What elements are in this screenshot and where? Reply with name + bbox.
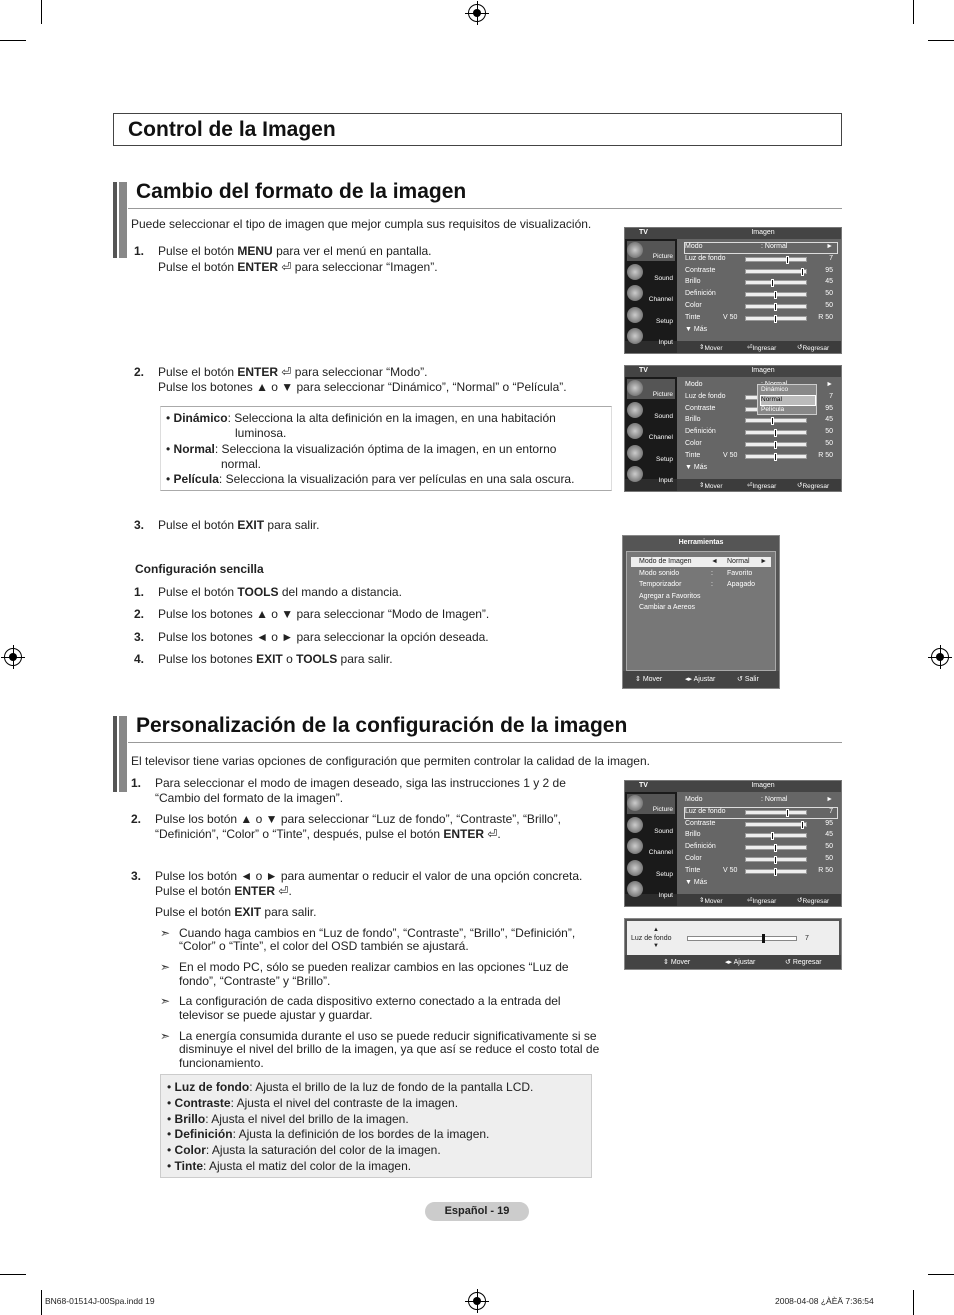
input-icon <box>627 881 643 897</box>
osd-row[interactable]: ▼ Más <box>685 878 708 886</box>
osd-tools-menu <box>622 535 780 689</box>
osd-row[interactable]: Modo : Normal ► <box>685 243 837 253</box>
registration-mark-icon <box>468 1292 486 1310</box>
input-icon <box>627 466 643 482</box>
step-text: Pulse el botón TOOLS del mando a distancia. <box>158 585 402 599</box>
osd-side-sound[interactable]: Sound <box>627 401 675 421</box>
note-text: disminuye el nivel del brillo de la imagen, ya que así se reduce el costo total de <box>179 1042 600 1056</box>
osd-side-input[interactable]: Input <box>627 465 675 485</box>
note-text: En el modo PC, sólo se pueden realizar cambios en las opciones “Luz de <box>179 960 569 974</box>
step-number: 2. <box>134 365 145 379</box>
dropdown-option[interactable]: Película <box>761 406 785 413</box>
step-number: 3. <box>134 630 145 644</box>
note-arrow-icon: ➣ <box>160 926 171 940</box>
setup-icon <box>627 307 643 323</box>
up-icon: ▲ <box>653 927 659 933</box>
osd-footer-back: ↺ Regresar <box>797 897 830 905</box>
note-text: Cuando haga cambios en “Luz de fondo”, “Contraste”, “Brillo”, “Definición”, <box>179 926 576 940</box>
setup-icon <box>627 445 643 461</box>
osd-side-channel[interactable]: Channel <box>627 284 675 304</box>
section-title: Cambio del formato de la imagen <box>136 180 467 203</box>
enter-icon: ⏎ <box>278 365 292 379</box>
dropdown-option[interactable]: Normal <box>761 396 815 405</box>
definition-item: • Luz de fondo: Ajusta el brillo de la luz de fondo de la pantalla LCD. <box>167 1080 534 1094</box>
osd-row[interactable]: ▼ Más <box>685 463 708 471</box>
osd-picture-menu <box>624 227 842 354</box>
osd-row[interactable]: Modo : Normal ► <box>685 796 833 803</box>
chapter-title-box <box>113 113 842 146</box>
note-arrow-icon: ➣ <box>160 1029 171 1043</box>
tools-row[interactable]: Cambiar a Aereos <box>639 604 696 611</box>
sound-icon <box>627 402 643 418</box>
osd-slider-bar <box>745 833 807 838</box>
sound-icon <box>627 264 643 280</box>
channel-icon <box>627 423 643 439</box>
slider-track[interactable] <box>687 936 797 941</box>
step-text: Pulse el botón EXIT para salir. <box>155 905 317 919</box>
section-header <box>113 716 842 744</box>
slider-footer-move: ⇕ Mover <box>663 959 691 966</box>
step-text: Pulse el botón MENU para ver el menú en pantalla. <box>158 244 432 258</box>
note-text: fondo”, “Contraste” y “Brillo”. <box>179 974 331 988</box>
osd-side-input[interactable]: Input <box>627 880 675 900</box>
osd-row[interactable]: Brillo 45 <box>685 416 833 424</box>
subsection-title: Configuración sencilla <box>135 562 264 576</box>
enter-icon: ⏎ <box>278 260 292 274</box>
osd-header: Imagen <box>751 229 775 236</box>
osd-mode-dropdown[interactable] <box>757 384 817 415</box>
osd-row[interactable]: Luz de fondo 7 <box>685 392 833 400</box>
note-item: • Película: Selecciona la visualización para ver películas en una sala oscura. <box>166 472 575 486</box>
osd-row[interactable]: Color 50 <box>685 440 833 447</box>
section-header <box>113 182 842 210</box>
slider-label: Luz de fondo <box>631 935 672 942</box>
step-text: “Definición”, “Color” o “Tinte”, después, pulse el botón ENTER ⏎. <box>155 827 501 841</box>
osd-footer-enter: ⏎ Ingresar <box>747 344 777 352</box>
osd-slider-bar <box>745 269 807 274</box>
step-number: 2. <box>134 607 145 621</box>
step-text: Pulse los botones EXIT o TOOLS para salir. <box>158 652 393 666</box>
registration-mark-icon <box>468 4 486 22</box>
osd-side-sound[interactable]: Sound <box>627 816 675 836</box>
osd-footer-move: ⇕ Mover <box>699 482 723 490</box>
tools-row[interactable]: Modo sonido : Favorito <box>639 569 753 577</box>
step-number: 1. <box>131 776 142 790</box>
section-intro: El televisor tiene varias opciones de configuración que permiten controlar la calidad de la imagen. <box>131 754 650 768</box>
step-text: Pulse el botón EXIT para salir. <box>158 518 320 532</box>
osd-row[interactable]: Definición 50 <box>685 428 833 436</box>
sound-icon <box>627 817 643 833</box>
osd-row[interactable]: Modo ► <box>685 381 833 388</box>
osd-footer-back: ↺ Regresar <box>797 344 830 352</box>
step-number: 3. <box>134 518 145 532</box>
note-text: televisor se puede ajustar y guardar. <box>179 1008 373 1022</box>
step-text: Pulse los botón ◄ o ► para aumentar o reducir el valor de una opción concreta. <box>155 869 583 883</box>
step-number: 1. <box>134 244 145 258</box>
step-text: Pulse los botón ▲ o ▼ para seleccionar “Luz de fondo”, “Contraste”, “Brillo”, <box>155 812 561 826</box>
osd-row[interactable]: Luz de fondo 7 <box>685 808 837 818</box>
osd-footer-move: ⇕ Mover <box>699 897 723 905</box>
print-footer-right: 2008-04-08 ¿ÀÈÄ 7:36:54 <box>775 1296 874 1306</box>
osd-slider-bar <box>745 857 807 862</box>
osd-row[interactable]: Tinte V 50 R 50 <box>685 866 833 874</box>
step-number: 4. <box>134 652 145 666</box>
step-text: Pulse el botón ENTER ⏎ para seleccionar “Modo”. <box>158 365 428 379</box>
osd-row[interactable]: Brillo 45 <box>685 831 833 839</box>
page-number: Español - 19 <box>425 1202 529 1221</box>
step-text: Para seleccionar el modo de imagen deseado, siga las instrucciones 1 y 2 de <box>155 776 566 790</box>
osd-row[interactable]: Contraste 95 <box>685 404 833 412</box>
picture-icon <box>627 795 643 811</box>
definition-item: • Definición: Ajusta la definición de los bordes de la imagen. <box>167 1127 490 1141</box>
slider-footer-adjust: ◂▸ Ajustar <box>725 959 756 966</box>
enter-icon: ⏎ <box>275 884 289 898</box>
osd-row[interactable]: Luz de fondo 7 <box>685 254 833 262</box>
note-text: La configuración de cada dispositivo externo conectado a la entrada del <box>179 994 561 1008</box>
step-text: Pulse los botones ▲ o ▼ para seleccionar “Modo de Imagen”. <box>158 607 490 621</box>
slider-knob[interactable] <box>762 934 765 943</box>
section-title: Personalización de la configuración de la imagen <box>136 714 628 737</box>
print-footer-left: BN68-01514J-00Spa.indd 19 <box>45 1296 155 1306</box>
osd-side-picture[interactable]: Picture <box>627 241 675 261</box>
dropdown-option[interactable]: Dinámico <box>761 386 789 393</box>
step-number: 2. <box>131 812 142 826</box>
osd-row[interactable]: Color 50 <box>685 855 833 862</box>
slider-value: 7 <box>805 935 809 942</box>
osd-slider-bar <box>745 810 807 815</box>
osd-slider <box>624 918 842 970</box>
definition-item: • Color: Ajusta la saturación del color de la imagen. <box>167 1143 441 1157</box>
osd-side-picture[interactable]: Picture <box>627 794 675 814</box>
section-intro: Puede seleccionar el tipo de imagen que mejor cumpla sus requisitos de visualización. <box>131 217 592 231</box>
note-item: normal. <box>221 457 262 471</box>
osd-side-setup[interactable]: Setup <box>627 306 675 326</box>
channel-icon <box>627 838 643 854</box>
osd-side-picture[interactable]: Picture <box>627 379 675 399</box>
osd-side-channel[interactable]: Channel <box>627 837 675 857</box>
step-text: “Cambio del formato de la imagen”. <box>155 791 344 805</box>
osd-row[interactable]: Definición 50 <box>685 290 833 298</box>
osd-side-channel[interactable]: Channel <box>627 422 675 442</box>
osd-slider-bar <box>745 845 807 850</box>
osd-row[interactable]: Color 50 <box>685 302 833 309</box>
tools-title: Herramientas <box>678 539 724 546</box>
osd-row[interactable]: ▼ Más <box>685 325 708 333</box>
osd-side-sound[interactable]: Sound <box>627 263 675 283</box>
note-text: funcionamiento. <box>179 1056 264 1070</box>
tools-footer-exit: ↺ Salir <box>737 676 759 683</box>
step-text: Pulse el botón ENTER ⏎ para seleccionar “Imagen”. <box>158 260 438 274</box>
osd-slider-bar <box>745 869 807 874</box>
osd-row[interactable]: Brillo 45 <box>685 278 833 286</box>
channel-icon <box>627 285 643 301</box>
tools-row[interactable]: Temporizador : Apagado <box>639 581 756 588</box>
setup-icon <box>627 860 643 876</box>
osd-slider-bar <box>745 292 807 297</box>
osd-slider-bar <box>745 822 807 827</box>
chapter-title: Control de la Imagen <box>128 118 336 141</box>
note-arrow-icon: ➣ <box>160 994 171 1008</box>
tools-row[interactable]: Modo de Imagen ◄ Normal ► <box>631 557 771 567</box>
osd-footer-move: ⇕ Mover <box>699 344 723 352</box>
osd-header: Imagen <box>751 367 775 374</box>
step-text: Pulse los botones ▲ o ▼ para seleccionar “Dinámico”, “Normal” o “Película”. <box>158 380 567 394</box>
note-item: • Dinámico: Selecciona la alta definición en la imagen, en una habitación <box>166 411 556 425</box>
registration-mark-icon <box>931 648 949 666</box>
osd-slider-bar <box>745 454 807 459</box>
definition-item: • Contraste: Ajusta el nivel del contraste de la imagen. <box>167 1096 459 1110</box>
input-icon <box>627 328 643 344</box>
osd-slider-bar <box>745 430 807 435</box>
step-text: Pulse el botón ENTER ⏎. <box>155 884 292 898</box>
osd-row[interactable]: Tinte V 50 R 50 <box>685 451 833 459</box>
step-number: 1. <box>134 585 145 599</box>
slider-footer-back: ↺ Regresar <box>785 959 822 966</box>
osd-side-input[interactable]: Input <box>627 327 675 347</box>
osd-side-setup[interactable]: Setup <box>627 859 675 879</box>
osd-footer-enter: ⏎ Ingresar <box>747 897 777 905</box>
osd-slider-bar <box>745 257 807 262</box>
osd-row[interactable]: Contraste 95 <box>685 266 833 274</box>
down-icon: ▼ <box>653 943 659 949</box>
registration-mark-icon <box>4 648 22 666</box>
osd-row[interactable]: Definición 50 <box>685 843 833 851</box>
osd-side-setup[interactable]: Setup <box>627 444 675 464</box>
osd-row[interactable]: Tinte V 50 R 50 <box>685 313 833 321</box>
osd-slider-bar <box>745 418 807 423</box>
note-item: luminosa. <box>235 426 287 440</box>
definition-item: • Brillo: Ajusta el nivel del brillo de la imagen. <box>167 1112 409 1126</box>
osd-slider-bar <box>745 442 807 447</box>
osd-row[interactable]: Contraste 95 <box>685 819 833 827</box>
osd-source: TV <box>639 782 648 789</box>
tools-footer-move: ⇕ Mover <box>635 676 663 683</box>
osd-slider-bar <box>745 304 807 309</box>
picture-icon <box>627 380 643 396</box>
enter-icon: ⏎ <box>484 827 498 841</box>
definition-item: • Tinte: Ajusta el matiz del color de la imagen. <box>167 1159 412 1173</box>
note-item: • Normal: Selecciona la visualización óptima de la imagen, en un entorno <box>166 442 557 456</box>
osd-slider-bar <box>745 280 807 285</box>
note-text: La energía consumida durante el uso se puede reducir significativamente si se <box>179 1029 597 1043</box>
osd-slider-bar <box>745 316 807 321</box>
osd-picture-menu <box>624 780 842 907</box>
tools-footer-adjust: ◂▸ Ajustar <box>685 676 716 683</box>
osd-picture-menu <box>624 365 842 492</box>
step-number: 3. <box>131 869 142 883</box>
osd-footer-enter: ⏎ Ingresar <box>747 482 777 490</box>
picture-icon <box>627 242 643 258</box>
note-arrow-icon: ➣ <box>160 960 171 974</box>
osd-footer-back: ↺ Regresar <box>797 482 830 490</box>
osd-header: Imagen <box>751 782 775 789</box>
osd-source: TV <box>639 367 648 374</box>
step-text: Pulse los botones ◄ o ► para seleccionar la opción deseada. <box>158 630 489 644</box>
tools-row[interactable]: Agregar a Favoritos <box>639 592 701 600</box>
osd-source: TV <box>639 229 648 236</box>
note-text: “Color” o “Tinte”, el color del OSD también se ajustará. <box>179 939 469 953</box>
